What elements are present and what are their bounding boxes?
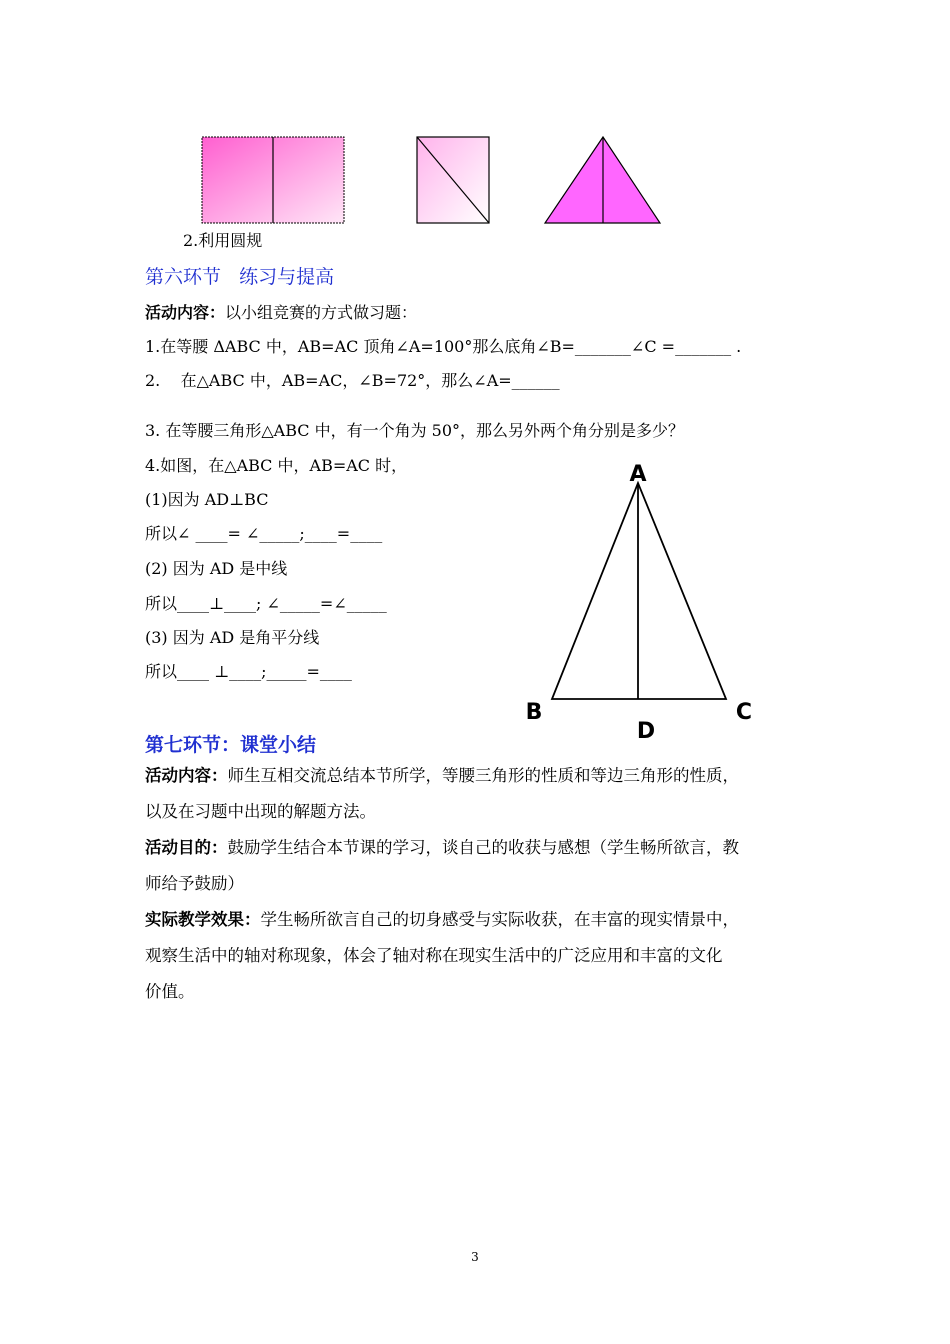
question-3: 3. 在等腰三角形△ABC 中，有一个角为 50°，那么另外两个角分别是多少？: [145, 421, 685, 440]
p3-line2: 观察生活中的轴对称现象，体会了轴对称在现实生活中的广泛应用和丰富的文化: [145, 946, 723, 965]
section6-title: 第六环节 练习与提高: [145, 266, 335, 288]
question-4-part-2: (2) 因为 AD 是中线: [145, 559, 288, 578]
page-number: 3: [471, 1250, 479, 1264]
question-4-part-2-answer: 所以____⊥____; ∠_____=∠_____: [145, 594, 387, 613]
p2-line2: 师给予鼓励）: [145, 874, 244, 893]
p3-line1: [145, 902, 815, 938]
label-b: B: [525, 700, 543, 725]
section7-title: 第七环节：课堂小结: [145, 734, 317, 756]
p3-text: 学生畅所欲言自己的切身感受与实际收获，在丰富的现实情景中，: [260, 910, 739, 929]
p2-label: 活动目的：: [145, 838, 228, 857]
section6-activity: [145, 303, 417, 323]
question-4: 4.如图，在△ABC 中，AB=AC 时，: [145, 456, 408, 475]
folded-square-figure: [417, 137, 489, 223]
triangle-abc-diagram: [515, 455, 775, 740]
p2-text: 鼓励学生结合本节课的学习，谈自己的收获与感想（学生畅所欲言，教: [227, 838, 739, 857]
triangle-abc: [552, 483, 726, 699]
section7-paragraphs: [145, 758, 815, 1010]
p3-label: 实际教学效果：: [145, 910, 261, 929]
label-c: C: [735, 700, 753, 725]
question-4-part-1-answer: 所以∠ ____= ∠_____;____=____: [145, 524, 383, 543]
folding-figures: [195, 130, 675, 230]
label-a: A: [629, 462, 647, 487]
folded-rectangle-figure: [202, 137, 344, 223]
question-4-part-3-answer: 所以____ ⊥____;_____=____: [145, 662, 352, 681]
label-d: D: [636, 719, 656, 740]
p3-line3: 价值。: [145, 982, 195, 1001]
p1-line2: 以及在习题中出现的解题方法。: [145, 802, 376, 821]
figure-caption: 2.利用圆规: [183, 231, 263, 250]
p1-label: 活动内容：: [145, 766, 228, 785]
p1-line1: [145, 758, 815, 794]
activity-text: 以小组竞赛的方式做习题：: [225, 303, 418, 322]
question-4-part-3: (3) 因为 AD 是角平分线: [145, 628, 320, 647]
question-1: 1.在等腰 ΔABC 中，AB=AC 顶角∠A=100°那么底角∠B=_______∠C =_______ .: [145, 337, 742, 356]
p2-line1: [145, 830, 815, 866]
question-4-part-1: (1)因为 AD⊥BC: [145, 490, 269, 509]
folded-triangle-figure: [545, 137, 660, 223]
question-2: 2. 在△ABC 中，AB=AC，∠B=72°，那么∠A=______: [145, 371, 560, 390]
activity-label: 活动内容：: [145, 303, 226, 322]
p1-text: 师生互相交流总结本节所学，等腰三角形的性质和等边三角形的性质，: [227, 766, 739, 785]
